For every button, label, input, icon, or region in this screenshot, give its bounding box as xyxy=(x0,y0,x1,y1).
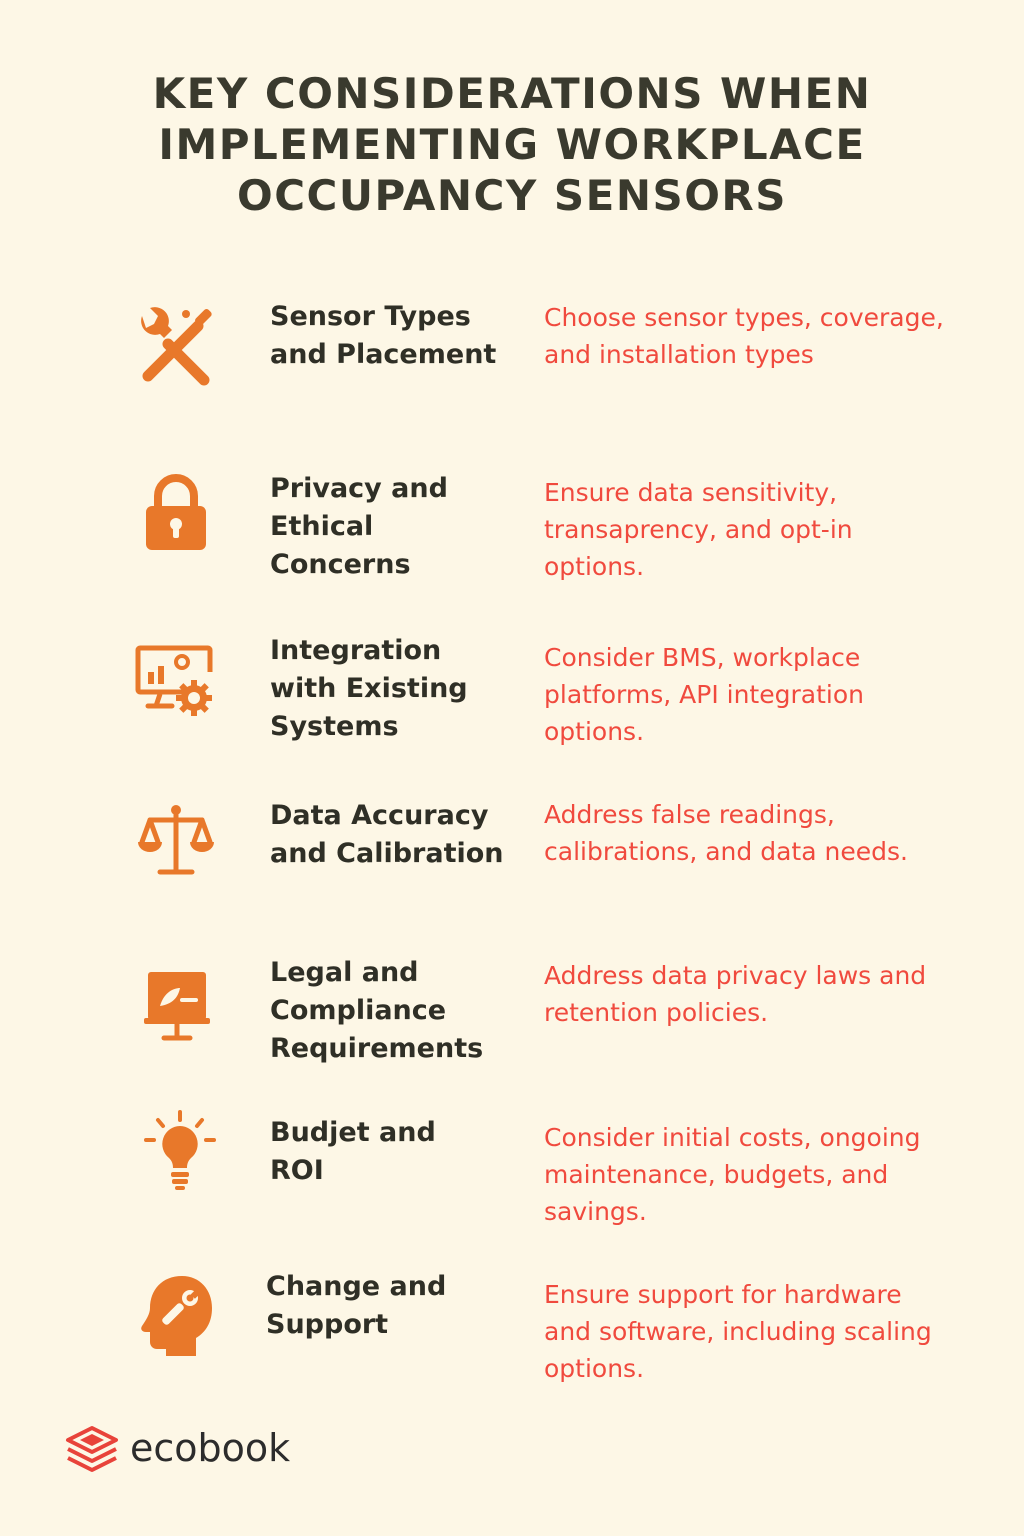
description-line: Ensure support for hardware xyxy=(544,1280,902,1309)
description-line: maintenance, budgets, and xyxy=(544,1160,889,1189)
title-line: OCCUPANCY SENSORS xyxy=(236,171,788,220)
description-line: options. xyxy=(544,1354,645,1383)
item-description xyxy=(544,957,984,1031)
description-line: platforms, API integration xyxy=(544,680,864,709)
lightbulb-icon xyxy=(128,1106,224,1202)
heading-line: Ethical xyxy=(270,511,374,542)
brand-name: ecobook xyxy=(130,1426,291,1470)
heading-line: with Existing xyxy=(270,673,468,704)
description-line: Consider BMS, workplace xyxy=(544,643,861,672)
item-heading xyxy=(266,1268,516,1344)
description-line: options. xyxy=(544,552,645,581)
description-line: transaprency, and opt-in xyxy=(544,515,853,544)
description-line: and installation types xyxy=(544,340,814,369)
item-description xyxy=(544,796,984,870)
heading-line: ROI xyxy=(270,1155,324,1186)
title-line: IMPLEMENTING WORKPLACE xyxy=(158,120,866,169)
heading-line: Concerns xyxy=(270,549,411,580)
item-description xyxy=(544,474,984,585)
description-line: Choose sensor types, coverage, xyxy=(544,303,944,332)
description-line: and software, including scaling xyxy=(544,1317,932,1346)
presentation-board-icon xyxy=(128,960,224,1056)
heading-line: Budjet and xyxy=(270,1117,436,1148)
item-description xyxy=(544,1276,984,1387)
head-wrench-icon xyxy=(128,1268,224,1364)
description-line: Consider initial costs, ongoing xyxy=(544,1123,921,1152)
heading-line: Support xyxy=(266,1309,389,1340)
description-line: calibrations, and data needs. xyxy=(544,837,908,866)
balance-scale-icon xyxy=(128,796,224,892)
description-line: savings. xyxy=(544,1197,647,1226)
monitor-gears-icon xyxy=(128,636,224,732)
item-heading xyxy=(270,632,520,746)
heading-line: Change and xyxy=(266,1271,447,1302)
item-heading xyxy=(270,1114,520,1190)
description-line: options. xyxy=(544,717,645,746)
page-title xyxy=(112,68,912,221)
heading-line: Integration xyxy=(270,635,442,666)
heading-line: Compliance xyxy=(270,995,447,1026)
heading-line: and Placement xyxy=(270,339,497,370)
item-heading xyxy=(270,954,520,1068)
heading-line: Requirements xyxy=(270,1033,484,1064)
description-line: Address false readings, xyxy=(544,800,835,829)
description-line: Ensure data sensitivity, xyxy=(544,478,838,507)
stacked-layers-logo-icon xyxy=(64,1422,120,1478)
description-line: retention policies. xyxy=(544,998,769,1027)
heading-line: Data Accuracy xyxy=(270,800,489,831)
heading-line: Legal and xyxy=(270,957,419,988)
item-heading xyxy=(270,298,520,374)
heading-line: Privacy and xyxy=(270,473,448,504)
item-heading xyxy=(270,470,520,584)
item-description xyxy=(544,1119,984,1230)
item-description xyxy=(544,299,984,373)
item-description xyxy=(544,639,984,750)
padlock-icon xyxy=(128,468,224,564)
wrench-screwdriver-icon xyxy=(128,298,224,394)
title-line: KEY CONSIDERATIONS WHEN xyxy=(152,69,872,118)
heading-line: and Calibration xyxy=(270,838,504,869)
description-line: Address data privacy laws and xyxy=(544,961,927,990)
item-heading xyxy=(270,797,520,873)
heading-line: Systems xyxy=(270,711,399,742)
heading-line: Sensor Types xyxy=(270,301,471,332)
brand-logo xyxy=(64,1418,364,1482)
